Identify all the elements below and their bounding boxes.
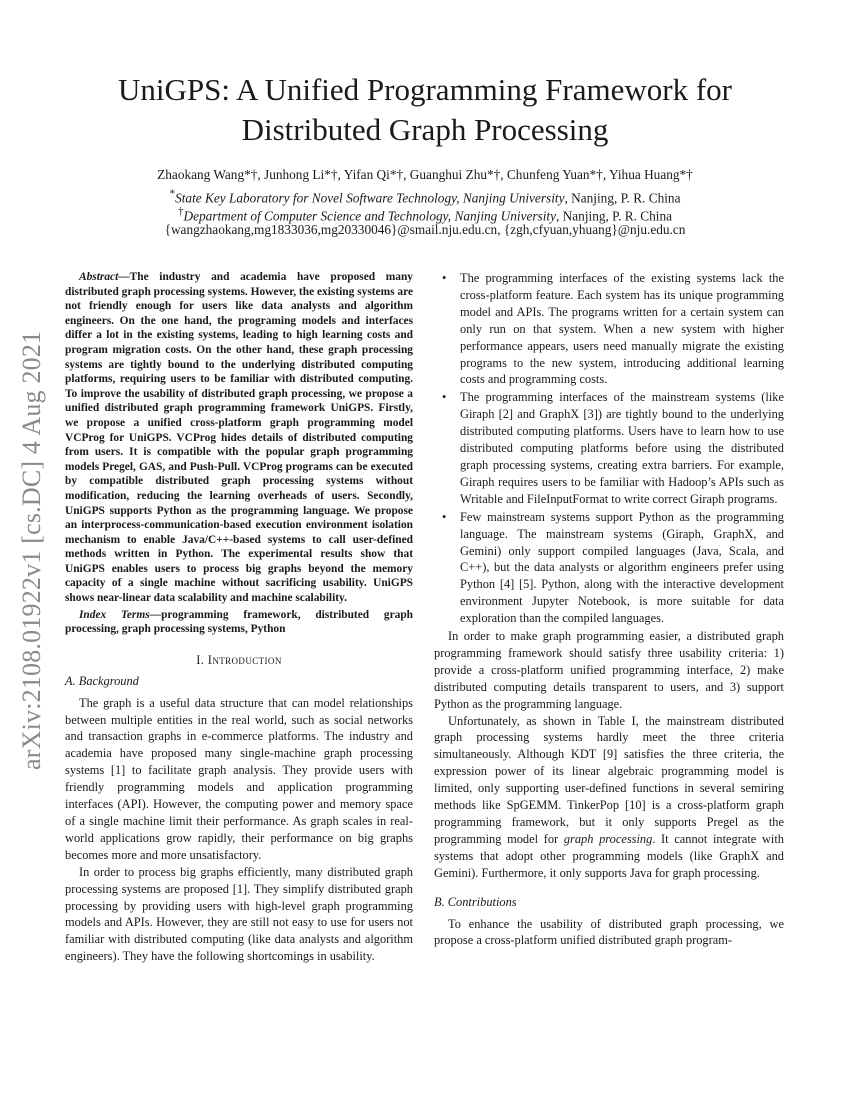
affiliation-1-mark: * bbox=[169, 188, 176, 200]
abstract-label: Abstract bbox=[79, 271, 119, 283]
abstract bbox=[65, 270, 413, 606]
paragraph-criteria: In order to make graph programming easier, a distributed graph programming framework should satisfy three usability criteria: 1) provide a cross-platform unified programming interface, 2) make distributed computing details transparent to users, and 3) support Python as the programming language. bbox=[434, 629, 784, 711]
paper-title bbox=[0, 70, 850, 150]
section-title: Introduction bbox=[207, 652, 282, 667]
section-number: I. bbox=[196, 652, 205, 667]
title-line-2: Distributed Graph Processing bbox=[241, 112, 609, 147]
paragraph-background-2: In order to process big graphs efficiently, many distributed graph processing systems are proposed [1]. They simplify distributed graph processing by providing users with high-level graph programming models and APIs. However, they are still not easy to use for users not familiar with distributed computing (like data analysts and algorithm engineers). They have the following shortcomings in usability. bbox=[65, 864, 413, 964]
abstract-text: —The industry and academia have proposed many distributed graph processing systems. However, the existing systems are not friendly enough for users like data analysts and algorithm engineers. On the one hand, the programing models and interfaces differ a lot in the existing systems, leading to high learning costs and program migration costs. On the other hand, these graph processing systems are tightly bound to the underlying distributed computing platforms, requiring users to be familiar with distributed computing. To improve the usability of distributed graph processing, we propose a unified distributed graph programming framework UniGPS. Firstly, we propose a unified cross-platform graph programming model VCProg for UniGPS. VCProg hides details of distributed computing from users. It is compatible with the popular graph programming models Pregel, GAS, and Push-Pull. VCProg programs can be executed by compatible distributed graph processing systems without modification, reducing the learning overheads of users. Secondly, UniGPS supports Python as the programming language. We propose an interprocess-communication-based execution environment isolation mechanism to enable Java/C++-based systems to call user-defined methods written in Python. The experimental results show that UniGPS enables users to process big graphs beyond the memory capacity of a single machine without sacrificing usability. UniGPS shows near-linear data scalability and machine scalability. bbox=[65, 271, 413, 605]
index-terms-text: —programming framework, distributed graph processing, graph processing systems, Python bbox=[65, 608, 413, 636]
index-terms-label: Index Terms bbox=[79, 608, 150, 621]
paragraph-existing-systems-part-2: . It cannot integrate with systems that adopt other programming models (like GraphX and Gemini). Furthermore, it only supports Java for graph processing. bbox=[434, 831, 784, 880]
index-terms bbox=[65, 608, 413, 637]
paragraph-contributions: To enhance the usability of distributed graph processing, we propose a cross-platform unified distributed graph program- bbox=[434, 916, 784, 948]
list-item: • Few mainstream systems support Python as the programming language. The mainstream systems (Giraph, GraphX, and Gemini) only support compiled languages (Java, Scala, and C++), but the data analysts or algorithm engineers prefer using Python [4] [5]. Python, along with the interactive development environment Jupyter Notebook, is more suitable for data exploration than the compiled languages. bbox=[460, 509, 784, 627]
section-heading bbox=[65, 652, 413, 669]
paragraph-existing-systems-emphasis: graph processing bbox=[563, 831, 653, 846]
arxiv-identifier: arXiv:2108.01922v1 [cs.DC] 4 Aug 2021 bbox=[17, 330, 46, 770]
author-emails: {wangzhaokang,mg1833036,mg20330046}@smail.nju.edu.cn, {zgh,cfyuan,yhuang}@nju.edu.cn bbox=[164, 222, 686, 237]
author-list: Zhaokang Wang*†, Junhong Li*†, Yifan Qi*†, Guanghui Zhu*†, Chunfeng Yuan*†, Yihua Huang*† bbox=[157, 167, 693, 182]
right-column bbox=[434, 270, 784, 949]
subsection-heading-b: B. Contributions bbox=[434, 894, 517, 909]
affiliation-2-mark: † bbox=[177, 206, 184, 218]
left-column bbox=[65, 270, 413, 965]
paragraph-existing-systems-part-1: Unfortunately, as shown in Table I, the mainstream distributed graph processing systems hardly meet the three criteria simultaneously. Although KDT [9] satisfies the three criteria, the expression power of its linear algebraic programming model is limited, only supporting user-defined functions in several semiring methods like SpGEMM. TinkerPop [10] is a cross-platform graph programming framework, but it only supports Pregel as the programming model for bbox=[434, 713, 784, 846]
paragraph-background-1: The graph is a useful data structure that can model relationships between multiple entities in the real world, such as social networks and transaction graphs in e-commerce platforms. The industry and academia have proposed many single-machine graph processing systems [1] to facilitate graph analysis. They provide users with friendly programming models and application programming interfaces (API). However, the computing power and memory space of a single machine limit their performance. As graph scales in real-world applications grow rapidly, their performance on big graphs becomes more and more unsatisfactory. bbox=[65, 695, 413, 862]
affiliation-1-institution: State Key Laboratory for Novel Software Technology, Nanjing University bbox=[175, 190, 565, 206]
affiliation-1-location: , Nanjing, P. R. China bbox=[564, 190, 681, 206]
title-line-1: UniGPS: A Unified Programming Framework for bbox=[118, 72, 732, 107]
list-item: • The programming interfaces of the mainstream systems (like Giraph [2] and GraphX [3]) are tightly bound to the underlying distributed computing platforms. Users have to learn how to use distributed computing platforms before using the distributed graph processing systems, creating extra barriers. For example, Giraph requires users to be familiar with Hadoop’s APIs such as Writable and FileInputFormat to write correct Giraph programs. bbox=[460, 389, 784, 507]
subsection-heading-a: A. Background bbox=[65, 673, 139, 688]
list-item: • The programming interfaces of the existing systems lack the cross-platform feature. Each system has its unique programming model and APIs. The programs written for a certain system can only run on that system. When a new system with higher performance appears, users need manually migrate the existing programs to the new system, introducing additional learning costs and programming costs. bbox=[460, 270, 784, 388]
shortcomings-list bbox=[434, 270, 784, 627]
affiliation-2-location: , Nanjing, P. R. China bbox=[556, 208, 673, 224]
affiliation-2-institution: Department of Computer Science and Technology, Nanjing University bbox=[183, 208, 557, 224]
paragraph-existing-systems bbox=[434, 713, 784, 882]
